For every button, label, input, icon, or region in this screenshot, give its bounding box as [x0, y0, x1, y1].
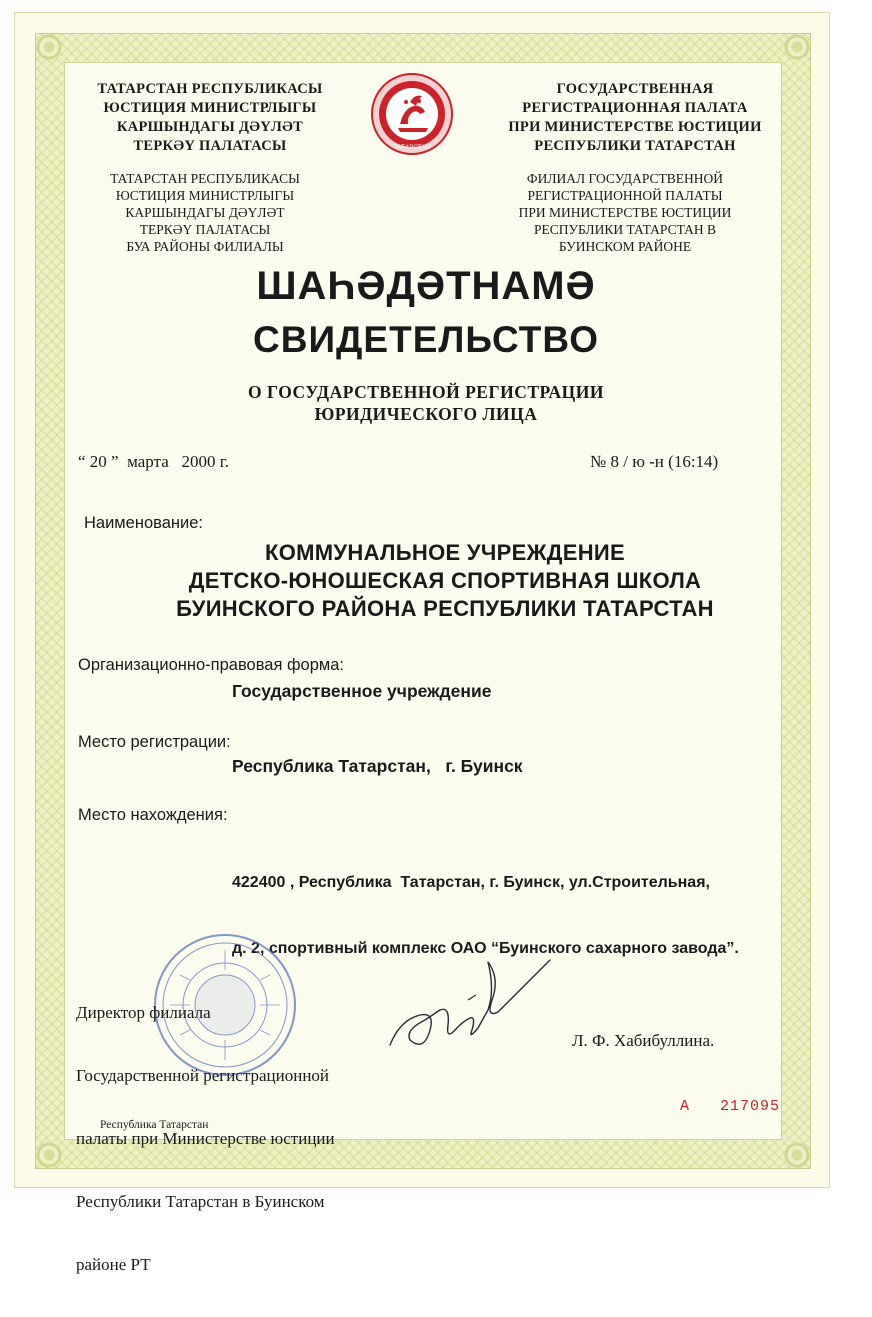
header-right-line: РЕГИСТРАЦИОННАЯ ПАЛАТА: [522, 100, 748, 116]
header-right-branch-line: РЕСПУБЛИКИ ТАТАРСТАН В: [533, 222, 717, 237]
signer-position-line: палаты при Министерстве юстиции: [76, 1129, 335, 1148]
location-line: 422400 , Республика Татарстан, г. Буинск, ул.Строительная,: [232, 874, 710, 891]
registration-place-label: Место регистрации:: [78, 733, 231, 751]
title-russian: СВИДЕТЕЛЬСТВО: [253, 319, 599, 360]
certificate-subtitle: [0, 381, 852, 425]
registration-place-value: Республика Татарстан, г. Буинск: [232, 756, 523, 776]
signer-position-line: районе РТ: [76, 1255, 151, 1274]
serial-number: А 217095: [680, 1098, 781, 1115]
header-right-branch-line: ФИЛИАЛ ГОСУДАРСТВЕННОЙ: [526, 171, 724, 186]
signature-icon: [380, 940, 560, 1080]
border-corner-ornament: [34, 1140, 64, 1170]
signer-position-line: Республики Татарстан в Буинском: [76, 1192, 325, 1211]
organization-name-line: БУИНСКОГО РАЙОНА РЕСПУБЛИКИ ТАТАРСТАН: [176, 596, 714, 621]
emblem-caption: ТАТАРСТАН: [393, 144, 431, 151]
tatarstan-emblem-icon: [370, 72, 454, 156]
location-label: Место нахождения:: [78, 806, 228, 824]
header-left-branch-line: ТАТАРСТАН РЕСПУБЛИКАСЫ: [110, 171, 300, 186]
header-right-line: ГОСУДАРСТВЕННАЯ: [556, 81, 714, 97]
issue-date: “ 20 ” марта 2000 г.: [78, 452, 230, 471]
title-tatar: ШАҺӘДӘТНАМӘ: [256, 264, 596, 308]
header-left-line: КАРШЫНДАГЫ ДӘҮЛӘТ: [116, 119, 304, 135]
header-left-line: ТЕРКӘҮ ПАЛАТАСЫ: [133, 138, 287, 154]
subtitle-line: О ГОСУДАРСТВЕННОЙ РЕГИСТРАЦИИ: [248, 382, 604, 402]
border-corner-ornament: [34, 32, 64, 62]
header-right-authority: [490, 80, 780, 156]
header-right-line: ПРИ МИНИСТЕРСТВЕ ЮСТИЦИИ: [508, 119, 762, 135]
signer-position: [76, 960, 335, 1317]
legal-form-label: Организационно-правовая форма:: [78, 656, 345, 674]
organization-name-line: ДЕТСКО-ЮНОШЕСКАЯ СПОРТИВНАЯ ШКОЛА: [188, 568, 702, 593]
legal-form-value: Государственное учреждение: [232, 681, 492, 701]
header-left-line: ЮСТИЦИЯ МИНИСТРЛЫГЫ: [103, 100, 317, 116]
header-left-branch-line: ЮСТИЦИЯ МИНИСТРЛЫГЫ: [115, 188, 295, 203]
header-right-branch-line: РЕГИСТРАЦИОННОЙ ПАЛАТЫ: [527, 188, 723, 203]
header-right-branch: [480, 170, 770, 255]
name-label: Наименование:: [84, 514, 203, 532]
location-line: д. 2, спортивный комплекс ОАО “Буинского сахарного завода”.: [232, 940, 739, 957]
header-left-branch-line: БУА РАЙОНЫ ФИЛИАЛЫ: [126, 239, 284, 254]
border-corner-ornament: [782, 32, 812, 62]
subtitle-line: ЮРИДИЧЕСКОГО ЛИЦА: [314, 404, 538, 424]
footer-text: Республика Татарстан: [100, 1119, 209, 1131]
border-corner-ornament: [782, 1140, 812, 1170]
header-left-branch-line: КАРШЫНДАГЫ ДӘҮЛӘТ: [125, 205, 285, 220]
header-right-branch-line: БУИНСКОМ РАЙОНЕ: [558, 239, 692, 254]
header-right-line: РЕСПУБЛИКИ ТАТАРСТАН: [534, 138, 736, 154]
header-left-authority: [70, 80, 350, 156]
header-left-branch: [70, 170, 340, 255]
header-right-branch-line: ПРИ МИНИСТЕРСТВЕ ЮСТИЦИИ: [518, 205, 732, 220]
header-left-line: ТАТАРСТАН РЕСПУБЛИКАСЫ: [97, 81, 323, 97]
signer-position-line: Директор филиала: [76, 1003, 211, 1022]
signer-position-line: Государственной регистрационной: [76, 1066, 330, 1085]
signer-name: Л. Ф. Хабибуллина.: [572, 1031, 715, 1050]
header-left-branch-line: ТЕРКӘҮ ПАЛАТАСЫ: [139, 222, 271, 237]
organization-name: [40, 539, 850, 623]
organization-name-line: КОММУНАЛЬНОЕ УЧРЕЖДЕНИЕ: [265, 540, 625, 565]
registration-number: № 8 / ю -н (16:14): [590, 452, 719, 471]
